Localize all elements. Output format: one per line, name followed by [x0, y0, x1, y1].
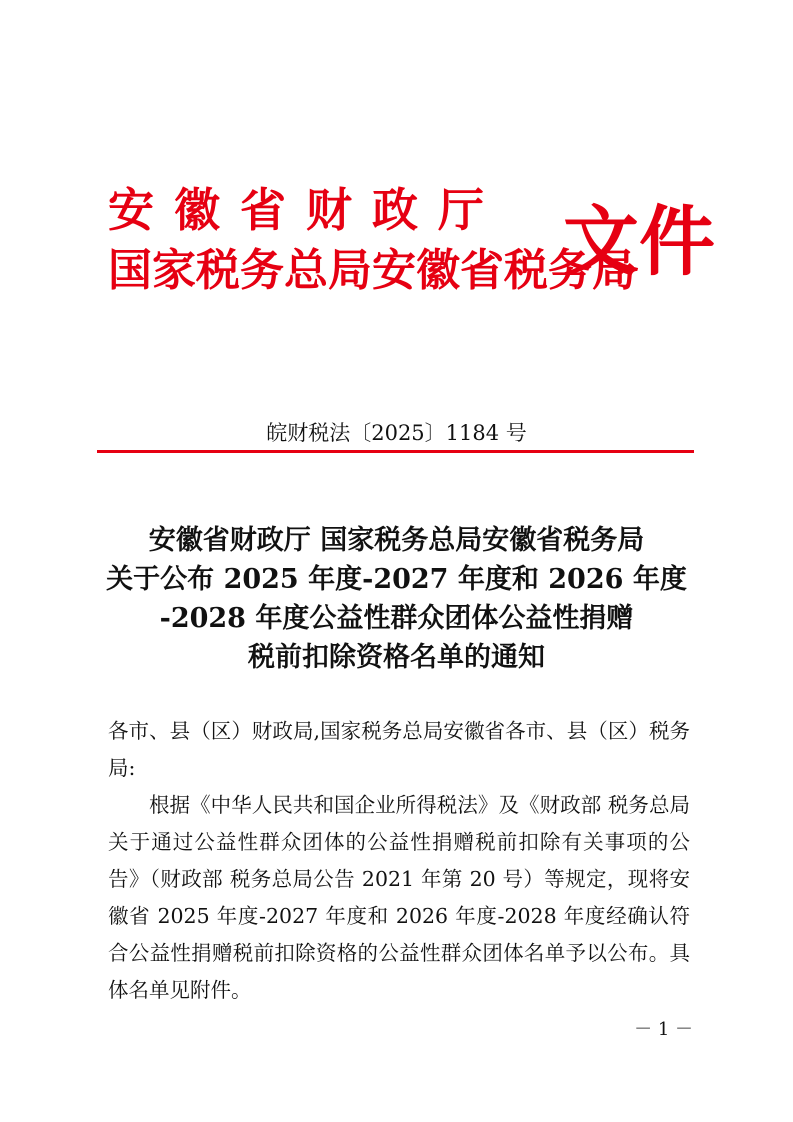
- body-paragraph: 根据《中华人民共和国企业所得税法》及《财政部 税务总局关于通过公益性群众团体的公益性捐赠税前扣除有关事项的公告》（财政部 税务总局公告 2021 年第 20 号）等规定，现将安徽省 2025 年度-2027 年度和 2026 年度-2028 年度经确认符合公益性捐赠税前扣除资格的公益性群众团体名单予以公布。具体名单见附件。: [108, 793, 690, 1002]
- header-document-label: 文件: [563, 197, 715, 286]
- salutation: 各市、县（区）财政局,国家税务总局安徽省各市、县（区）税务局:: [108, 719, 690, 780]
- title-line: 税前扣除资格名单的通知: [248, 642, 545, 673]
- title-line: -2028 年度公益性群众团体公益性捐赠: [159, 603, 634, 634]
- title-line: 关于公布 2025 年度-2027 年度和 2026 年度: [106, 564, 687, 595]
- header-issuer-2: 国家税务总局安徽省税务局: [108, 245, 636, 296]
- page-number: － 1 －: [634, 1019, 693, 1040]
- red-divider-line: [97, 450, 694, 453]
- header-issuer-1: 安徽省财政厅: [108, 183, 504, 237]
- document-title: [80, 521, 713, 677]
- title-line: 安徽省财政厅 国家税务总局安徽省税务局: [148, 525, 645, 556]
- red-header: [108, 180, 715, 310]
- document-number: 皖财税法〔2025〕1184 号: [266, 421, 527, 445]
- document-body: [108, 713, 690, 1009]
